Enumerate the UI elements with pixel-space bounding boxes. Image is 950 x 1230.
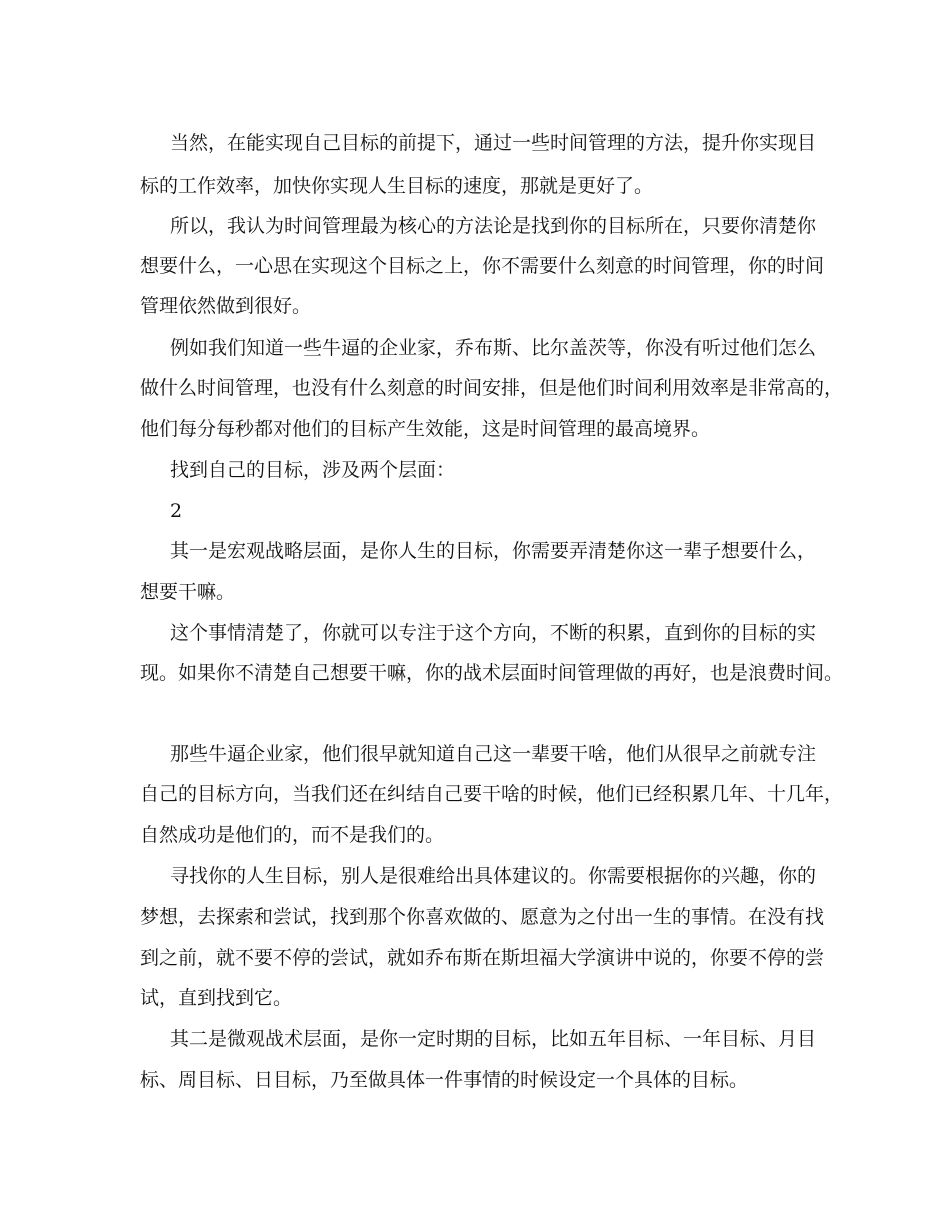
text-line: 标的工作效率，加快你实现人生目标的速度，那就是更好了。 (140, 175, 654, 197)
text-line: 其二是微观战术层面，是你一定时期的目标，比如五年目标、一年目标、月目 (170, 1028, 817, 1050)
text-line: 寻找你的人生目标，别人是很难给出具体建议的。你需要根据你的兴趣，你的 (170, 865, 817, 887)
text-line: 管理依然做到很好。 (140, 295, 312, 317)
text-line: 这个事情清楚了，你就可以专注于这个方向，不断的积累，直到你的目标的实 (170, 622, 817, 644)
text-line: 试，直到找到它。 (140, 987, 293, 1009)
text-line: 2 (170, 500, 183, 522)
text-line: 标、周目标、日目标，乃至做具体一件事情的时候设定一个具体的目标。 (140, 1069, 749, 1091)
text-line: 例如我们知道一些牛逼的企业家，乔布斯、比尔盖茨等，你没有听过他们怎么 (170, 337, 817, 359)
text-line: 自己的目标方向，当我们还在纠结自己要干啥的时候，他们已经积累几年、十几年， (140, 783, 844, 805)
text-line: 梦想，去探索和尝试，找到那个你喜欢做的、愿意为之付出一生的事情。在没有找 (140, 906, 825, 928)
text-line: 想要什么，一心思在实现这个目标之上，你不需要什么刻意的时间管理，你的时间 (140, 255, 825, 277)
text-line: 自然成功是他们的，而不是我们的。 (140, 824, 445, 846)
text-line: 到之前，就不要不停的尝试，就如乔布斯在斯坦福大学演讲中说的，你要不停的尝 (140, 947, 825, 969)
text-line: 他们每分每秒都对他们的目标产生效能，这是时间管理的最高境界。 (140, 418, 711, 440)
text-line: 想要干嘛。 (140, 581, 236, 603)
text-line: 找到自己的目标，涉及两个层面： (170, 459, 456, 481)
text-line: 那些牛逼企业家，他们很早就知道自己这一辈要干啥，他们从很早之前就专注 (170, 743, 817, 765)
text-line: 现。如果你不清楚自己想要干嘛，你的战术层面时间管理做的再好，也是浪费时间。 (140, 662, 844, 684)
text-line: 当然，在能实现自己目标的前提下，通过一些时间管理的方法，提升你实现目 (170, 132, 817, 154)
text-line: 做什么时间管理，也没有什么刻意的时间安排，但是他们时间利用效率是非常高的， (140, 377, 844, 399)
text-line: 其一是宏观战略层面，是你人生的目标，你需要弄清楚你这一辈子想要什么， (170, 540, 817, 562)
text-line: 所以，我认为时间管理最为核心的方法论是找到你的目标所在，只要你清楚你 (170, 215, 817, 237)
